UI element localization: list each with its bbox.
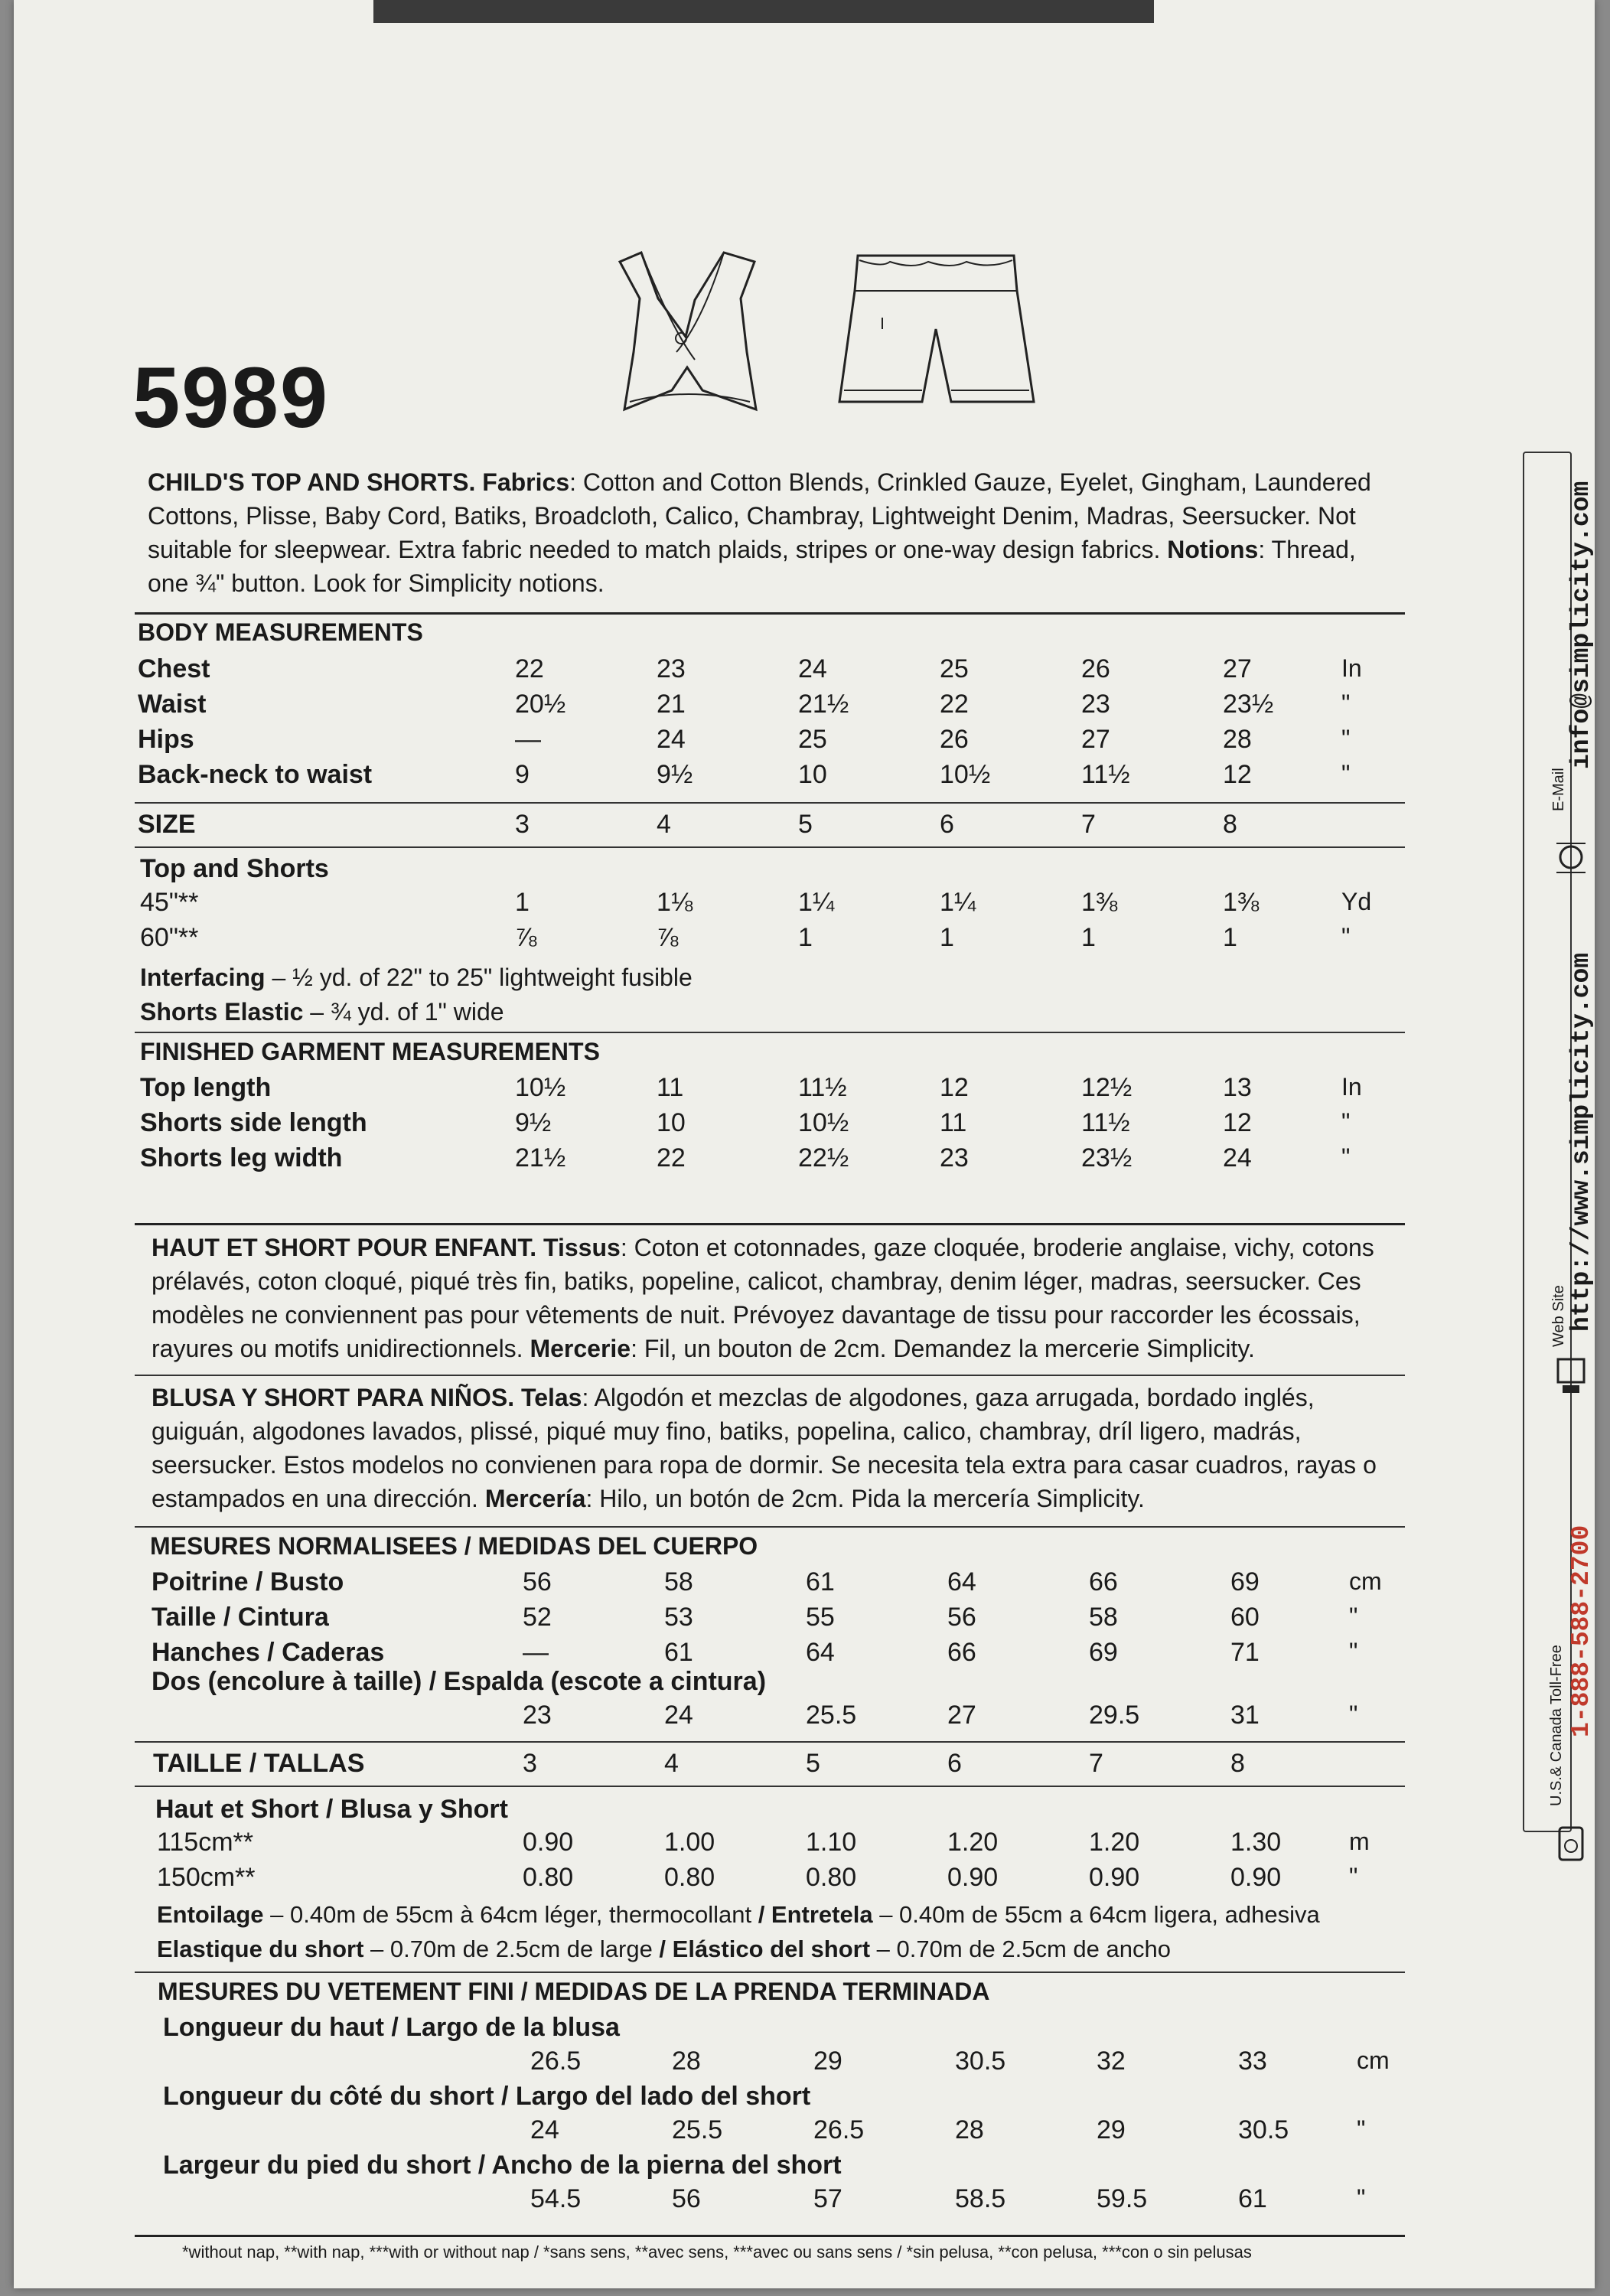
phone-number: 1-888-588-2700 <box>1567 1525 1595 1737</box>
table-cell: 24 <box>530 2115 559 2144</box>
unit-label: In <box>1341 654 1362 682</box>
elastic-label: Shorts Elastic <box>140 998 304 1026</box>
spanish-description <box>152 1381 1406 1515</box>
table-cell: 26.5 <box>813 2115 865 2144</box>
table-cell: 20½ <box>515 690 566 719</box>
unit-label: " <box>1341 923 1351 951</box>
table-cell: 10 <box>798 760 827 789</box>
table-cell: 25 <box>940 654 969 683</box>
table-cell: 28 <box>1223 725 1252 754</box>
table-cell: 11½ <box>798 1073 847 1102</box>
table-cell: — <box>515 725 541 754</box>
table-cell: 22 <box>940 690 969 719</box>
elastico-text: – 0.70m de 2.5cm de ancho <box>870 1936 1171 1962</box>
table-cell: 60 <box>1230 1603 1260 1632</box>
french-description <box>152 1231 1406 1365</box>
table-cell: 0.80 <box>523 1863 574 1892</box>
row-label: Longueur du côté du short / Largo del lado del short <box>163 2082 811 2111</box>
unit-label: " <box>1349 1863 1358 1890</box>
size-label: SIZE <box>138 810 196 839</box>
table-cell: 1 <box>798 923 813 952</box>
table-cell: 29 <box>813 2047 842 2076</box>
table-cell: 23 <box>1081 690 1110 719</box>
spanish-merceria-label: Mercería <box>484 1485 586 1512</box>
table-cell: 5 <box>806 1749 820 1778</box>
spanish-fabrics: : Algodón et mezclas de algodones, gaza arrugada, bordado inglés, guiguán, algodones lavados, plissé, piqué muy fino, batiks, popelina, calico, chambray, dríl ligero, madrás, seersucker. Estos modelos no convienen para ropa de dormir. Se necesita tela extra para casar cuadros, rayas o estampados en una dirección. <box>152 1384 1377 1512</box>
table-cell: 11 <box>940 1108 967 1137</box>
interfacing-text: – ½ yd. of 22" to 25" lightweight fusible <box>265 964 693 991</box>
table-cell: 33 <box>1238 2047 1267 2076</box>
email-label: E-Mail <box>1550 768 1567 811</box>
table-cell: 22 <box>657 1143 686 1172</box>
divider <box>135 1786 1405 1787</box>
row-label: Taille / Cintura <box>152 1603 329 1632</box>
table-cell: 57 <box>813 2184 842 2213</box>
table-cell: 8 <box>1223 810 1237 839</box>
back-label: Dos (encolure à taille) / Espalda (escote a cintura) <box>152 1667 767 1696</box>
table-cell: 0.90 <box>947 1863 999 1892</box>
table-cell: 9½ <box>657 760 693 789</box>
table-cell: 1⅜ <box>1081 888 1118 917</box>
phone-icon <box>1553 1821 1589 1867</box>
elastique-line <box>157 1932 1171 1966</box>
table-cell: 69 <box>1089 1638 1118 1667</box>
table-cell: 25 <box>798 725 827 754</box>
table-cell: 9½ <box>515 1108 552 1137</box>
table-cell: 23 <box>940 1143 969 1172</box>
table-cell: 64 <box>947 1567 976 1596</box>
unit-label: cm <box>1357 2047 1390 2074</box>
table-cell: ⅞ <box>657 923 679 952</box>
divider <box>135 1971 1405 1973</box>
spanish-title: BLUSA Y SHORT PARA NIÑOS. Telas <box>152 1384 582 1411</box>
unit-label: m <box>1349 1828 1370 1855</box>
table-cell: 29 <box>1097 2115 1126 2144</box>
table-cell: 0.80 <box>664 1863 715 1892</box>
table-cell: 13 <box>1223 1073 1252 1102</box>
table-cell: 27 <box>1081 725 1110 754</box>
divider <box>135 846 1405 848</box>
computer-icon <box>1553 1355 1589 1401</box>
row-label: Hanches / Caderas <box>152 1638 385 1667</box>
table-cell: 12 <box>1223 1108 1252 1137</box>
table-cell: 32 <box>1097 2047 1126 2076</box>
unit-label: " <box>1341 690 1351 717</box>
table-cell: 59.5 <box>1097 2184 1148 2213</box>
table-cell: 56 <box>672 2184 701 2213</box>
divider <box>135 612 1405 615</box>
english-fabrics: : Cotton and Cotton Blends, Crinkled Gauze, Eyelet, Gingham, Laundered Cottons, Plisse, Baby Cord, Batiks, Broadcloth, Calico, Chambray, Lightweight Denim, Madras, Seersucker. Not suitable for sleepwear. Extra fabric needed to match plaids, stripes or one-way design fabrics. <box>148 468 1371 563</box>
contact-strip <box>1523 452 1572 1832</box>
table-cell: 54.5 <box>530 2184 582 2213</box>
table-cell: 58 <box>664 1567 693 1596</box>
table-cell: 1.20 <box>947 1828 999 1857</box>
table-cell: 23½ <box>1223 690 1274 719</box>
table-cell: 25.5 <box>672 2115 723 2144</box>
table-cell: 21 <box>657 690 686 719</box>
table-cell: 12 <box>1223 760 1252 789</box>
elastic-text: – ¾ yd. of 1" wide <box>303 998 504 1026</box>
entoilage-text: – 0.40m de 55cm à 64cm léger, thermocollant <box>263 1901 752 1928</box>
table-cell: 21½ <box>798 690 849 719</box>
table-cell: 53 <box>664 1603 693 1632</box>
table-cell: 24 <box>1223 1143 1252 1172</box>
table-cell: 23 <box>657 654 686 683</box>
unit-label: " <box>1357 2184 1366 2212</box>
french-mercerie-label: Mercerie <box>530 1335 631 1362</box>
footnote: *without nap, **with nap, ***with or without nap / *sans sens, **avec sens, ***avec ou sans sens / *sin pelusa, **con pelusa, ***con o sin pelusas <box>182 2242 1252 2262</box>
table-cell: 26 <box>1081 654 1110 683</box>
table-cell: 21½ <box>515 1143 566 1172</box>
table-cell: 61 <box>1238 2184 1267 2213</box>
table-cell: 0.90 <box>1230 1863 1282 1892</box>
table-cell: 64 <box>806 1638 835 1667</box>
table-cell: 61 <box>806 1567 835 1596</box>
table-cell: 3 <box>523 1749 537 1778</box>
table-cell: 8 <box>1230 1749 1245 1778</box>
table-cell: 1.30 <box>1230 1828 1282 1857</box>
row-label: 150cm** <box>157 1863 256 1892</box>
row-label: Poitrine / Busto <box>152 1567 344 1596</box>
top-band <box>373 0 1154 23</box>
table-cell: 1.20 <box>1089 1828 1140 1857</box>
phone-label: U.S.& Canada Toll-Free <box>1548 1645 1565 1806</box>
unit-label: cm <box>1349 1567 1382 1595</box>
table-cell: 6 <box>940 810 954 839</box>
table-cell: 4 <box>657 810 671 839</box>
table-cell: 27 <box>1223 654 1252 683</box>
french-mercerie: : Fil, un bouton de 2cm. Demandez la mercerie Simplicity. <box>631 1335 1255 1362</box>
metric-yardage-header: Haut et Short / Blusa y Short <box>155 1795 508 1824</box>
unit-label: " <box>1357 2115 1366 2143</box>
table-cell: 6 <box>947 1749 962 1778</box>
table-cell: 23 <box>523 1701 552 1730</box>
table-cell: 1.00 <box>664 1828 715 1857</box>
table-cell: 24 <box>798 654 827 683</box>
entretela-label: / Entretela <box>751 1901 873 1928</box>
table-cell: 69 <box>1230 1567 1260 1596</box>
divider <box>135 1223 1405 1225</box>
elastico-label: / Elástico del short <box>652 1936 871 1962</box>
entoilage-label: Entoilage <box>157 1901 264 1928</box>
table-cell: 11½ <box>1081 1108 1130 1137</box>
english-notions: : Thread, one ¾" button. Look for Simplicity notions. <box>148 536 1356 597</box>
row-label: Waist <box>138 690 207 719</box>
yardage-header: Top and Shorts <box>140 854 329 883</box>
row-label: Longueur du haut / Largo de la blusa <box>163 2013 620 2042</box>
table-cell: 31 <box>1230 1701 1260 1730</box>
table-cell: 1.10 <box>806 1828 857 1857</box>
table-cell: 52 <box>523 1603 552 1632</box>
table-cell: 12 <box>940 1073 969 1102</box>
email-link[interactable]: info@simplicity.com <box>1567 481 1595 769</box>
divider <box>135 1375 1405 1376</box>
table-cell: 26 <box>940 725 969 754</box>
table-cell: 9 <box>515 760 530 789</box>
table-cell: 1⅜ <box>1223 888 1260 917</box>
row-label: Shorts side length <box>140 1108 367 1137</box>
unit-label: " <box>1349 1638 1358 1665</box>
table-cell: — <box>523 1638 549 1667</box>
divider <box>135 1741 1405 1743</box>
table-cell: 10½ <box>515 1073 566 1102</box>
table-cell: 66 <box>1089 1567 1118 1596</box>
divider <box>135 802 1405 804</box>
table-cell: 4 <box>664 1749 679 1778</box>
table-cell: 10 <box>657 1108 686 1137</box>
top-illustration <box>611 245 779 421</box>
table-cell: 27 <box>947 1701 976 1730</box>
french-title: HAUT ET SHORT POUR ENFANT. Tissus <box>152 1234 621 1261</box>
unit-label: " <box>1341 760 1351 788</box>
table-cell: 0.90 <box>1089 1863 1140 1892</box>
table-cell: 28 <box>672 2047 701 2076</box>
unit-label: " <box>1341 1143 1351 1171</box>
table-cell: 1 <box>515 888 530 917</box>
table-cell: 11 <box>657 1073 684 1102</box>
metric-body-header: MESURES NORMALISEES / MEDIDAS DEL CUERPO <box>150 1532 758 1560</box>
table-cell: 1¼ <box>940 888 976 917</box>
table-cell: 22 <box>515 654 544 683</box>
table-cell: 24 <box>664 1701 693 1730</box>
table-cell: 66 <box>947 1638 976 1667</box>
table-cell: 30.5 <box>1238 2115 1289 2144</box>
unit-label: " <box>1341 725 1351 752</box>
table-cell: 0.80 <box>806 1863 857 1892</box>
interfacing-line <box>140 960 693 994</box>
table-cell: 1 <box>940 923 954 952</box>
table-cell: 58.5 <box>955 2184 1006 2213</box>
shorts-illustration <box>836 245 1035 413</box>
table-cell: 12½ <box>1081 1073 1133 1102</box>
table-cell: 28 <box>955 2115 984 2144</box>
table-cell: ⅞ <box>515 923 537 952</box>
pattern-number: 5989 <box>132 350 330 445</box>
table-cell: 0.90 <box>523 1828 574 1857</box>
metric-finished-header: MESURES DU VETEMENT FINI / MEDIDAS DE LA PRENDA TERMINADA <box>158 1978 990 2005</box>
unit-label: " <box>1341 1108 1351 1136</box>
table-cell: 1⅛ <box>657 888 693 917</box>
unit-label: " <box>1349 1603 1358 1630</box>
divider <box>135 2235 1405 2237</box>
table-cell: 55 <box>806 1603 835 1632</box>
body-measurements-header: BODY MEASUREMENTS <box>138 618 423 646</box>
table-cell: 3 <box>515 810 530 839</box>
entoilage-line <box>157 1898 1320 1932</box>
table-cell: 10½ <box>798 1108 849 1137</box>
row-label: 45"** <box>140 888 199 917</box>
unit-label: " <box>1349 1701 1358 1728</box>
row-label: Hips <box>138 725 194 754</box>
metric-size-label: TAILLE / TALLAS <box>153 1749 365 1778</box>
table-cell: 7 <box>1081 810 1096 839</box>
divider <box>135 1032 1405 1033</box>
elastique-text: – 0.70m de 2.5cm de large <box>363 1936 653 1962</box>
entretela-text: – 0.40m de 55cm a 64cm ligera, adhesiva <box>872 1901 1320 1928</box>
unit-label: In <box>1341 1073 1362 1101</box>
table-cell: 30.5 <box>955 2047 1006 2076</box>
english-notions-label: Notions <box>1167 536 1259 563</box>
divider <box>135 1526 1405 1528</box>
finished-header: FINISHED GARMENT MEASUREMENTS <box>140 1038 600 1065</box>
row-label: Top length <box>140 1073 272 1102</box>
table-cell: 7 <box>1089 1749 1103 1778</box>
table-cell: 1 <box>1223 923 1237 952</box>
table-cell: 25.5 <box>806 1701 857 1730</box>
table-cell: 22½ <box>798 1143 849 1172</box>
table-cell: 71 <box>1230 1638 1260 1667</box>
table-cell: 10½ <box>940 760 991 789</box>
table-cell: 1¼ <box>798 888 835 917</box>
table-cell: 5 <box>798 810 813 839</box>
english-description <box>148 465 1403 600</box>
french-fabrics: : Coton et cotonnades, gaze cloquée, broderie anglaise, vichy, cotons prélavés, coton cloqué, piqué très fin, batiks, popeline, calicot, chambray, denim léger, madras, seersucker. Ces modèles ne conviennent pas pour vêtements de nuit. Prévoyez davantage de tissu pour raccorder les écossais, rayures ou motifs unidirectionnels. <box>152 1234 1374 1362</box>
unit-label: Yd <box>1341 888 1372 915</box>
web-label: Web Site <box>1550 1285 1567 1347</box>
table-cell: 56 <box>523 1567 552 1596</box>
interfacing-label: Interfacing <box>140 964 266 991</box>
table-cell: 26.5 <box>530 2047 582 2076</box>
elastique-label: Elastique du short <box>157 1936 364 1962</box>
table-cell: 11½ <box>1081 760 1130 789</box>
table-cell: 56 <box>947 1603 976 1632</box>
row-label: Shorts leg width <box>140 1143 343 1172</box>
row-label: 115cm** <box>157 1828 253 1857</box>
email-icon <box>1552 834 1590 888</box>
table-cell: 24 <box>657 725 686 754</box>
row-label: 60"** <box>140 923 199 952</box>
table-cell: 1 <box>1081 923 1096 952</box>
row-label: Largeur du pied du short / Ancho de la pierna del short <box>163 2151 842 2180</box>
web-link[interactable]: http://www.simplicity.com <box>1567 952 1595 1332</box>
english-title: CHILD'S TOP AND SHORTS. Fabrics <box>148 468 570 496</box>
table-cell: 58 <box>1089 1603 1118 1632</box>
elastic-line <box>140 995 504 1029</box>
row-label: Back-neck to waist <box>138 760 373 789</box>
row-label: Chest <box>138 654 210 683</box>
table-cell: 23½ <box>1081 1143 1133 1172</box>
pattern-envelope-back <box>14 0 1595 2288</box>
spanish-merceria: : Hilo, un botón de 2cm. Pida la mercería Simplicity. <box>585 1485 1145 1512</box>
table-cell: 61 <box>664 1638 693 1667</box>
table-cell: 29.5 <box>1089 1701 1140 1730</box>
